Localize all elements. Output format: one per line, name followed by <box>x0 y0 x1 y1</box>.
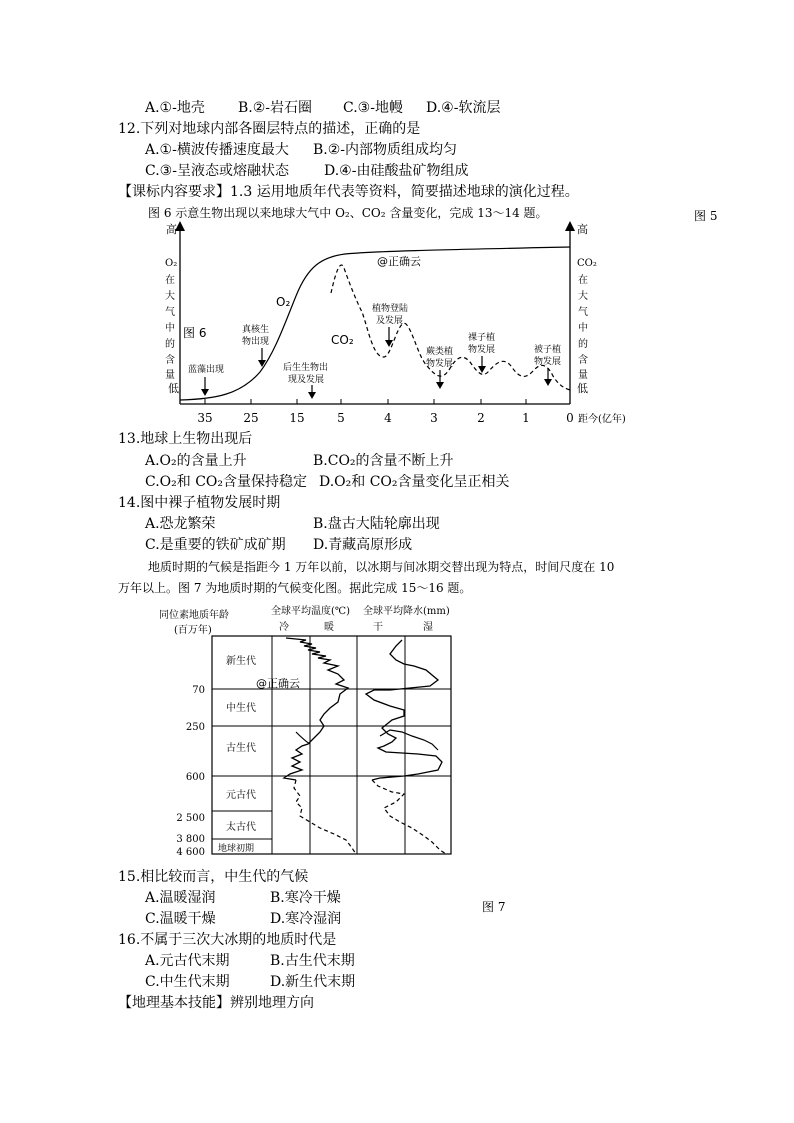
fig6-event-gymnosperms-1: 裸子植 <box>468 333 496 343</box>
fig6-xtick-5: 5 <box>337 411 345 425</box>
fig6-o2-label: O₂ <box>276 295 291 309</box>
svg-text:的: 的 <box>578 339 588 350</box>
fig6-event-ferns-1: 蕨类植 <box>426 347 454 357</box>
fig6-event-eukaryote-2: 物出现 <box>242 337 270 347</box>
fig7-temperature-dashed <box>294 780 356 854</box>
fig7-col1-title-2: (百万年) <box>174 625 212 636</box>
fig7-prec-title: 全球平均降水(mm) <box>363 606 450 617</box>
fig6-event-land-plants-1: 植物登陆 <box>372 304 409 314</box>
fig6-xtick-25: 25 <box>243 411 259 425</box>
fig7-age-2500: 2 500 <box>176 813 205 824</box>
q13-stem: 13.地球上生物出现后 <box>118 431 253 447</box>
q14-option-d: D.青藏高原形成 <box>313 537 413 553</box>
svg-text:量: 量 <box>578 370 588 381</box>
skills-heading: 【地理基本技能】辨别地理方向 <box>118 995 314 1011</box>
fig6-left-low: 低 <box>168 382 179 395</box>
fig6-co2-label: CO₂ <box>331 333 354 347</box>
q14-option-c: C.是重要的铁矿成矿期 <box>145 537 286 553</box>
fig6-xtick-3: 3 <box>430 411 438 425</box>
svg-text:在: 在 <box>578 275 588 286</box>
fig6-xtick-1: 1 <box>522 411 530 425</box>
fig7-temp-title: 全球平均温度(℃) <box>271 606 350 617</box>
q12-stem: 12.下列对地球内部各圈层特点的描述，正确的是 <box>118 121 421 137</box>
svg-text:含: 含 <box>578 355 588 366</box>
svg-text:气: 气 <box>578 307 588 318</box>
q12-option-c: C.③-呈液态或熔融状态 <box>145 163 289 179</box>
fig7-age-3800: 3 800 <box>176 834 205 845</box>
fig6-xtick-4: 4 <box>384 411 392 425</box>
fig6-watermark: @正确云 <box>377 255 421 268</box>
fig7-precipitation-dashed <box>372 780 446 854</box>
q16-option-c: C.中生代末期 <box>145 974 230 990</box>
fig7-temperature-curve <box>284 638 348 780</box>
q16-stem: 16.不属于三次大冰期的地质时代是 <box>118 932 337 948</box>
fig6-x-unit: 距今(亿年) <box>578 414 626 425</box>
fig7-age-4600: 4 600 <box>176 847 205 858</box>
svg-text:在: 在 <box>165 275 175 286</box>
q15-option-d: D.寒冷湿润 <box>270 911 342 927</box>
q12-option-a: A.①-横波传播速度最大 <box>145 142 289 158</box>
svg-text:量: 量 <box>165 370 175 381</box>
q11-option-b: B.②-岩石圈 <box>238 100 313 116</box>
q15-option-c: C.温暖干燥 <box>145 911 216 927</box>
q11-option-d: D.④-软流层 <box>426 100 501 116</box>
fig7-temp-warm: 暖 <box>324 622 334 633</box>
q13-option-d: D.O₂和 CO₂含量变化呈正相关 <box>319 474 510 490</box>
fig6-xtick-2: 2 <box>477 411 485 425</box>
fig7-age-600: 600 <box>185 772 205 783</box>
q15-option-a: A.温暖湿润 <box>145 890 216 906</box>
q13-option-b: B.CO₂的含量不断上升 <box>313 453 454 469</box>
fig7-era-mesozoic: 中生代 <box>226 703 256 714</box>
svg-text:中: 中 <box>165 323 175 334</box>
figure7-label: 图 7 <box>482 900 506 914</box>
fig6-event-eukaryote-1: 真核生 <box>242 325 270 335</box>
fig7-era-proterozoic: 元古代 <box>226 790 256 801</box>
fig6-right-low: 低 <box>577 382 588 395</box>
fig6-x-ticks <box>205 399 526 404</box>
q16-option-d: D.新生代末期 <box>270 974 356 990</box>
fig6-event-metazoa-1: 后生生物出 <box>283 363 329 373</box>
fig7-age-70: 70 <box>192 685 205 696</box>
curriculum-requirement: 【课标内容要求】1.3 运用地质年代表等资料，简要描述地球的演化过程。 <box>118 184 579 200</box>
fig7-watermark: @正确云 <box>256 677 300 690</box>
q15-option-b: B.寒冷干燥 <box>270 890 341 906</box>
fig7-prec-dry: 干 <box>373 622 383 633</box>
q12-option-b: B.②-内部物质组成均匀 <box>313 142 458 158</box>
fig6-xtick-15: 15 <box>289 411 305 425</box>
svg-text:O₂: O₂ <box>165 258 178 269</box>
svg-text:的: 的 <box>165 339 175 350</box>
q14-option-a: A.恐龙繁荣 <box>145 516 216 532</box>
fig7-col1-title-1: 同位素地质年龄 <box>159 610 229 621</box>
q11-option-c: C.③-地幔 <box>343 100 403 116</box>
fig6-xtick-35: 35 <box>197 411 213 425</box>
figure6-chart <box>0 0 794 440</box>
svg-text:CO₂: CO₂ <box>577 258 597 269</box>
q13-option-a: A.O₂的含量上升 <box>145 453 247 469</box>
fig6-event-ferns-2: 物发展 <box>426 359 454 369</box>
fig7-era-paleozoic: 古生代 <box>226 743 256 754</box>
q11-option-a: A.①-地壳 <box>145 100 205 116</box>
q16-option-b: B.古生代末期 <box>270 953 355 969</box>
fig6-event-angiosperms-1: 被子植 <box>534 345 562 355</box>
fig7-era-archean: 太古代 <box>226 822 256 833</box>
q12-option-d: D.④-由硅酸盐矿物组成 <box>324 163 469 179</box>
fig6-left-axis-label <box>165 258 177 381</box>
fig6-left-high: 高 <box>166 223 177 236</box>
svg-text:大: 大 <box>165 291 175 302</box>
fig7-prec-wet: 湿 <box>423 622 433 633</box>
q14-stem: 14.图中裸子植物发展时期 <box>118 495 281 511</box>
fig6-xtick-0: 0 <box>566 411 574 425</box>
fig6-tag: 图 6 <box>183 326 207 340</box>
svg-text:气: 气 <box>165 307 175 318</box>
q14-option-b: B.盘古大陆轮廓出现 <box>313 516 440 532</box>
fig7-precipitation-curve <box>366 640 442 780</box>
svg-text:大: 大 <box>578 291 588 302</box>
paragraph-line-2: 万年以上。图 7 为地质时期的气候变化图。据此完成 15～16 题。 <box>118 581 472 595</box>
fig6-co2-curve <box>331 265 570 390</box>
svg-text:含: 含 <box>165 355 175 366</box>
fig6-event-angiosperms-2: 物发展 <box>534 357 562 367</box>
svg-text:中: 中 <box>578 323 588 334</box>
fig7-era-early-earth: 地球初期 <box>218 844 255 854</box>
q16-option-a: A.元古代末期 <box>145 953 230 969</box>
fig6-event-cyanobacteria: 蓝藻出现 <box>188 365 225 375</box>
paragraph-line-1: 地质时期的气候是指距今 1 万年以前，以冰期与间冰期交替出现为特点，时间尺度在 10 <box>148 560 615 574</box>
fig6-right-high: 高 <box>577 223 588 236</box>
fig7-era-cenozoic: 新生代 <box>226 656 256 667</box>
fig6-event-metazoa-2: 现及发展 <box>288 375 325 385</box>
q13-option-c: C.O₂和 CO₂含量保持稳定 <box>145 474 308 490</box>
fig6-o2-curve <box>180 247 570 400</box>
figure5-label: 图 5 <box>694 209 718 223</box>
q15-stem: 15.相比较而言，中生代的气候 <box>118 869 309 885</box>
fig6-right-axis-label <box>577 258 597 381</box>
fig7-age-250: 250 <box>185 722 205 733</box>
fig6-event-gymnosperms-2: 物发展 <box>468 345 496 355</box>
fig7-temp-cold: 冷 <box>279 622 289 633</box>
fig6-event-land-plants-2: 及发展 <box>376 316 404 326</box>
figure6-intro: 图 6 示意生物出现以来地球大气中 O₂、CO₂ 含量变化，完成 13～14 题。 <box>148 206 548 220</box>
figure7-chart <box>0 596 794 860</box>
